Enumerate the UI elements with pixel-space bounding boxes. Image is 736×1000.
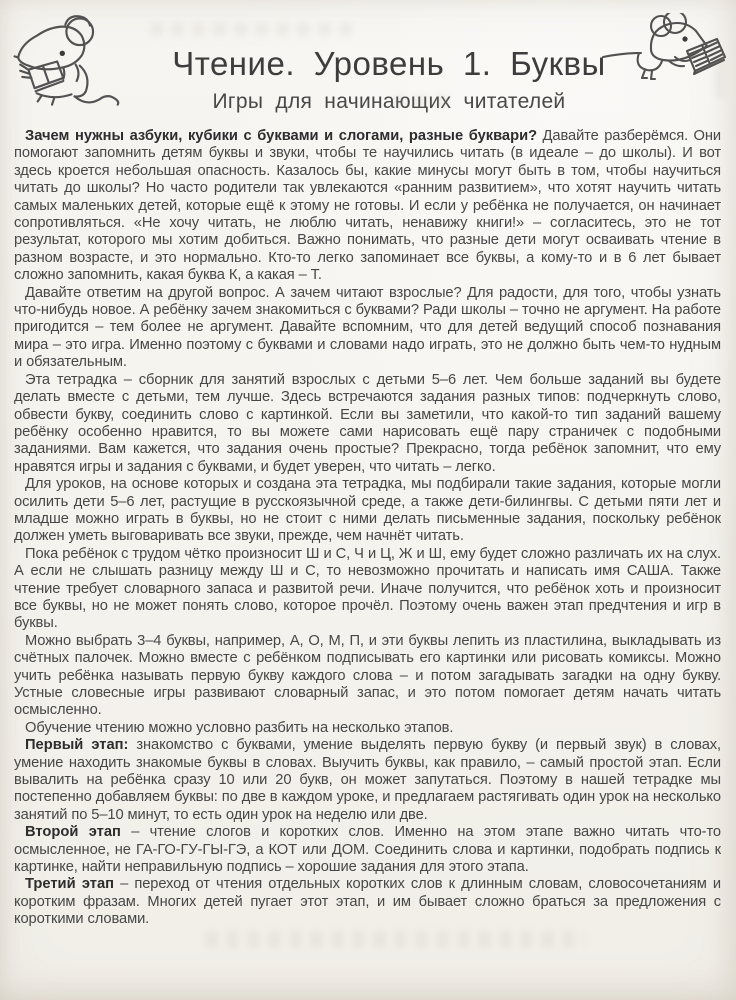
paragraph-6 <box>14 633 721 720</box>
paragraph-text: Давайте разберёмся. Они помогают запомнить детям буквы и звуки, чтобы те научились читать (в идеале – до школы). И вот здесь кроется небольшая опасность. Казалось бы, какие минусы могут быть в том, чтобы научиться читать до школы? Но часто родители так увлекаются «ранним развитием», что хотят научить читать самых маленьких детей, которые ещё к этому не готовы. И если у ребёнка не получается, он начинает сопротивляться. «Не хочу читать, не люблю читать, ненавижу книги!» – согласитесь, это не тот результат, которого мы хотим добиться. Важно понимать, что разные дети могут осваивать чтение в разном возрасте, и это нормально. Кто-то легко запоминает все буквы, а кому-то и в 6 лет бывает сложно запомнить, какая буква К, а какая – Т. <box>14 128 721 284</box>
paragraph-text: Обучение чтению можно условно разбить на несколько этапов. <box>25 719 454 736</box>
mouse-with-book-icon <box>601 13 729 85</box>
paragraph-text: Пока ребёнок с трудом чётко произносит Ш и С, Ч и Ц, Ж и Ш, ему будет сложно различать их на слух. А если не слышать разницу между Ш и С, то невозможно прочитать и написать имя САША. Также чтение требует словарного запаса и развитой речи. Иначе получится, что ребёнок хоть и произносит все буквы, но не может понять слово, которое прочёл. Поэтому очень важен этап предчтения и игр в буквы. <box>14 545 721 632</box>
paragraph-bold-lead: Первый этап: <box>25 737 129 754</box>
bleed-through-artifact <box>150 23 355 36</box>
page-subtitle: Игры для начинающих читателей <box>212 90 566 113</box>
article-body <box>14 128 721 929</box>
paragraph-text: – чтение слогов и коротких слов. Именно на этом этапе важно читать что-то осмысленное, не ГА-ГО-ГУ-ГЫ-ГЭ, а КОТ или ДОМ. Соединить слова и картинки, подобрать подпись к картинке, найти неправильную подпись – хорошие задания для этого этапа. <box>14 824 721 876</box>
mouse-reading-icon <box>12 12 130 110</box>
paragraph-text: Можно выбрать 3–4 буквы, например, А, О, М, П, и эти буквы лепить из пластилина, выкладывать из счётных палочек. Можно вместе с ребёнком подписывать его картинки или рисовать комиксы. Можно учить ребёнка называть первую букву каждого слова – и потом загадывать загадки на одну букву. Устные словесные игры развивают словарный запас, и это потом помогает детям начать читать осмысленно. <box>14 632 721 719</box>
bleed-through-artifact <box>205 931 585 948</box>
paragraph-bold-lead: Зачем нужны азбуки, кубики с буквами и слогами, разные буквари? <box>25 128 538 144</box>
paragraph-text: Давайте ответим на другой вопрос. А зачем читают взрослые? Для радости, для того, чтобы узнать что-нибудь новое. А ребёнку зачем знакомиться с буквами? Ради школы – точно не аргумент. На работе пригодится – тем более не аргумент. Давайте вспомним, что для детей ведущий способ познавания мира – это игра. Именно поэтому с буквами и словами надо играть, это не должно быть чем-то нудным и обязательным. <box>14 284 721 371</box>
paragraph-8 <box>14 737 721 824</box>
paragraph-7 <box>14 720 721 737</box>
paragraph-2 <box>14 285 721 372</box>
paragraph-text: – переход от чтения отдельных коротких слов к длинным словам, словосочетаниям и коротким фразам. Многих детей пугает этот этап, и им бывает сложно браться за предложения с короткими словами. <box>14 876 721 928</box>
paragraph-text: знакомство с буквами, умение выделять первую букву (и первый звук) в словах, умение находить знакомые буквы в словах. Выучить буквы, как правило, – самый простой этап. Если вывалить на ребёнка сразу 10 или 20 букв, он может запутаться. Поэтому в нашей тетрадке мы постепенно добавляем буквы: по две в каждом уроке, и предлагаем растягивать один урок на несколько занятий по 5–10 минут, то есть один урок на неделю или две. <box>14 737 721 823</box>
page-title: Чтение. Уровень 1. Буквы <box>172 45 606 82</box>
paragraph-10 <box>14 876 721 928</box>
paragraph-bold-lead: Третий этап <box>25 876 114 893</box>
paragraph-text: Эта тетрадка – сборник для занятий взрослых с детьми 5–6 лет. Чем больше заданий вы будете делать вместе с детьми, тем лучше. Здесь встречаются задания разных типов: подчеркнуть слово, обвести букву, соединить слово с картинкой. Если вы заметили, что какой-то тип заданий вашему ребёнку особенно нравится, то вы можете сами нарисовать ещё пару страничек с подобными заданиями. Вам кажется, что задания очень простые? Прекрасно, тогда ребёнок запомнит, что ему нравятся игры и задания с буквами, и будет уверен, что читать – легко. <box>14 371 721 475</box>
paragraph-bold-lead: Второй этап <box>25 824 121 841</box>
paragraph-5 <box>14 546 721 633</box>
paragraph-9 <box>14 824 721 876</box>
paragraph-1 <box>14 128 721 285</box>
paragraph-4 <box>14 476 721 546</box>
paragraph-3 <box>14 372 721 476</box>
paragraph-text: Для уроков, на основе которых и создана эта тетрадка, мы подбирали такие задания, которые могли осилить дети 5–6 лет, растущие в русскоязычной среде, а также дети-билингвы. С детьми пяти лет и младше можно играть в буквы, но не стоит с ними делать письменные задания, поскольку ребёнок должен уметь выговаривать все звуки, прежде, чем начнёт читать. <box>14 476 721 545</box>
